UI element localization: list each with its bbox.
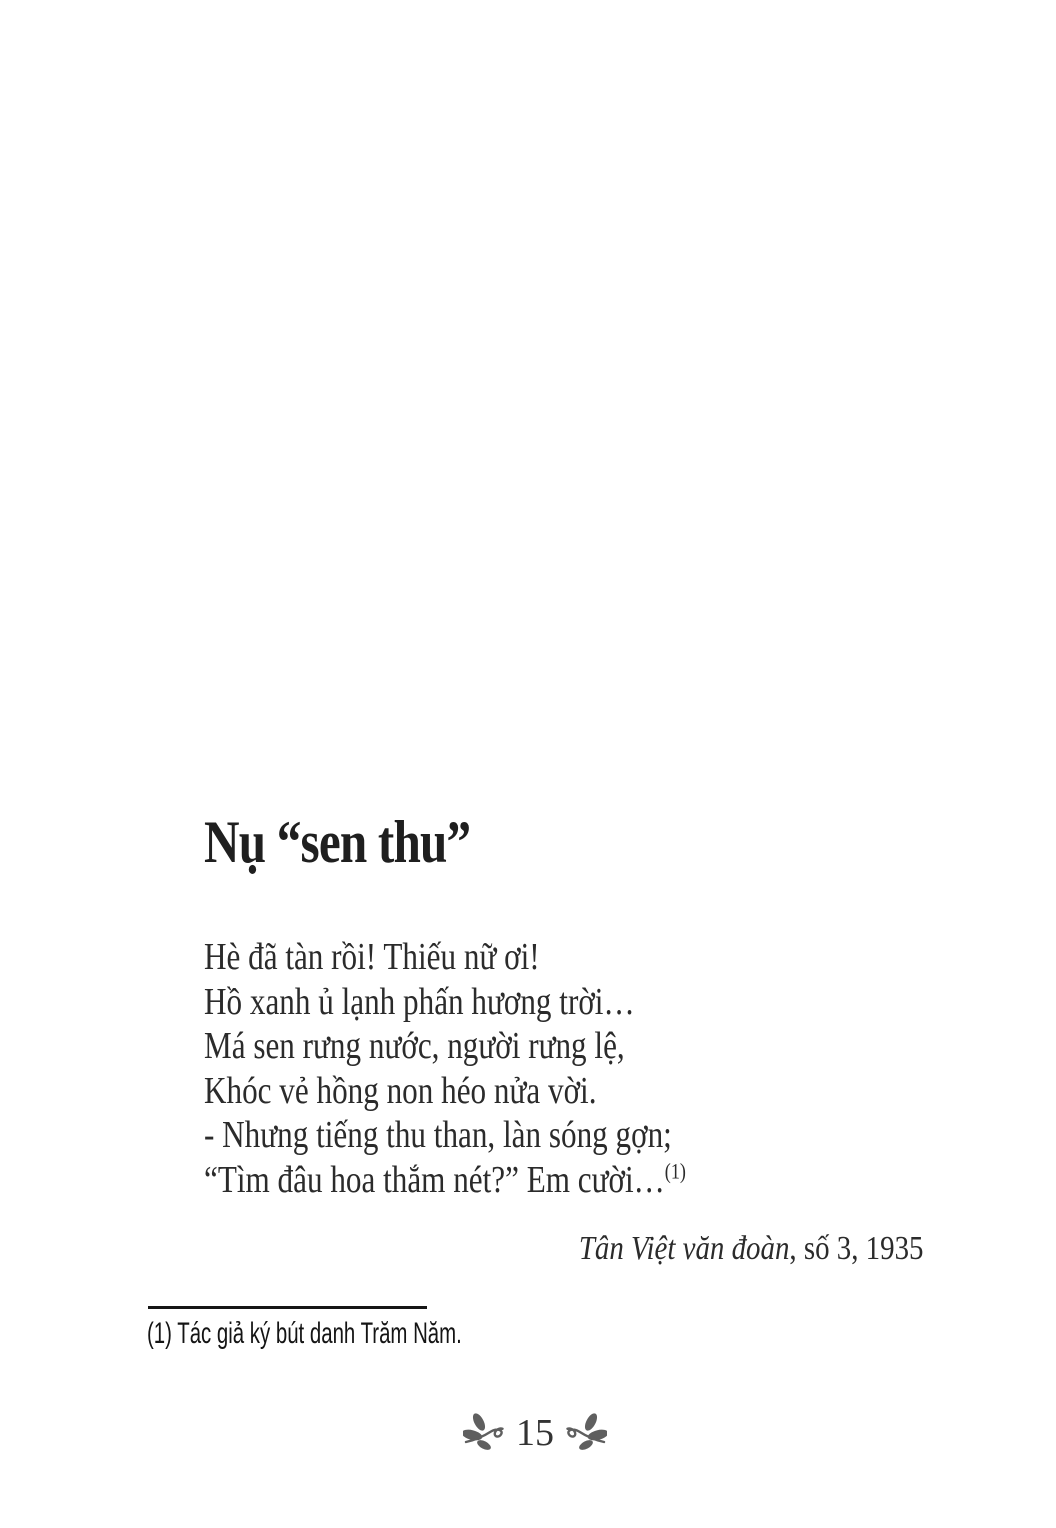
leaf-fleuron-right-icon <box>563 1412 607 1454</box>
poem-line <box>204 1069 686 1114</box>
attribution-detail: , số 3, 1935 <box>788 1230 923 1267</box>
poem-line <box>204 980 686 1025</box>
poem-line <box>204 1158 686 1203</box>
attribution-source: Tân Việt văn đoàn <box>578 1230 789 1267</box>
poem-line-text: “Tìm đâu hoa thắm nét?” Em cười… <box>204 1158 665 1201</box>
footnote-rule <box>148 1306 427 1309</box>
poem-line <box>204 1113 686 1158</box>
poem-line <box>204 1024 686 1069</box>
page-number: 15 <box>516 1412 554 1454</box>
footnote-text: (1) Tác giả ký bút danh Trăm Năm. <box>147 1317 462 1350</box>
attribution-line <box>578 1229 923 1269</box>
poem-line-text: Hè đã tàn rồi! Thiếu nữ ơi! <box>204 936 540 978</box>
poem-line-text: Khóc vẻ hồng non héo nửa vời. <box>204 1069 597 1112</box>
poem-line-text: Hồ xanh ủ lạnh phấn hương trời… <box>204 980 635 1023</box>
poem-title: Nụ “sen thu” <box>204 809 471 875</box>
page-footer <box>0 1409 1056 1457</box>
footnote-ref: (1) <box>664 1157 686 1183</box>
poem-line-text: Má sen rưng nước, người rưng lệ, <box>204 1025 625 1067</box>
poem-line <box>204 935 686 980</box>
poem-stanza <box>204 935 686 1202</box>
leaf-fleuron-left-icon <box>463 1412 507 1454</box>
poem-line-text: - Nhưng tiếng thu than, làn sóng gợn; <box>204 1114 672 1156</box>
